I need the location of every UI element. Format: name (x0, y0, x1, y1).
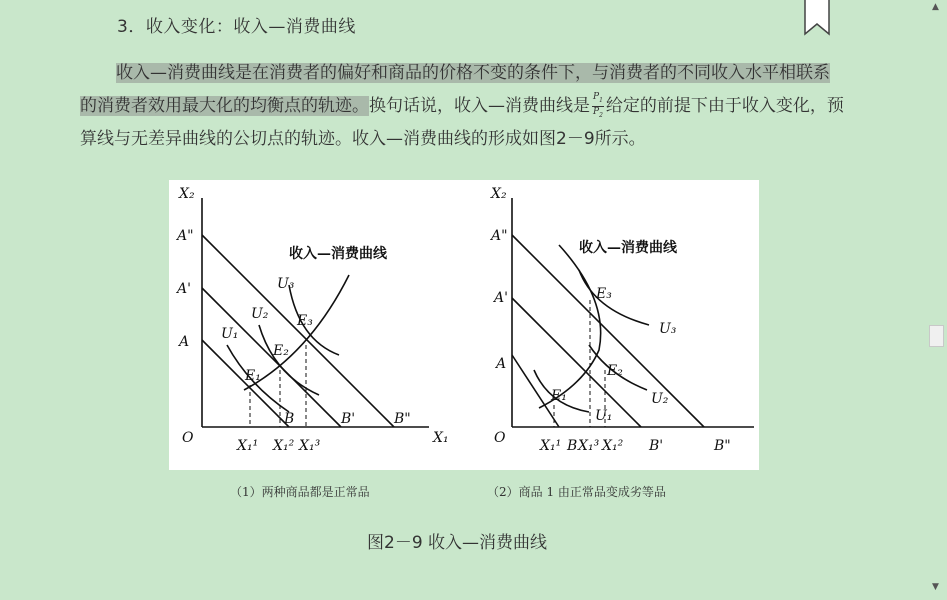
svg-text:B': B' (341, 411, 356, 427)
svg-text:A': A' (494, 290, 508, 306)
svg-text:X₁²: X₁² (273, 438, 295, 454)
right-income-consumption-curve (539, 245, 601, 408)
svg-text:U₃: U₃ (277, 276, 295, 292)
highlighted-text[interactable]: 收入—消费曲线是在消费者的偏好和商品的价格不变的条件下，与消费者的不同收入水平相联系的消费者效用最大化的均衡点的轨迹。 (80, 63, 830, 116)
svg-text:B: B (567, 438, 578, 454)
section-heading: 3．收入变化：收入—消费曲线 (117, 17, 356, 37)
svg-text:A: A (179, 334, 190, 350)
svg-text:E₂: E₂ (273, 343, 289, 359)
right-origin: O (494, 430, 506, 446)
svg-text:X₁¹: X₁¹ (540, 438, 562, 454)
right-panel-caption: （2）商品 1 由正常品变成劣等品 (487, 485, 666, 499)
svg-text:U₁: U₁ (595, 408, 613, 424)
left-y-axis-label: X₂ (179, 186, 195, 202)
svg-text:U₂: U₂ (651, 391, 669, 407)
left-budget-line-2 (202, 288, 341, 427)
svg-text:B": B" (714, 438, 731, 454)
left-panel-caption: （1）两种商品都是正常品 (230, 485, 370, 499)
svg-text:U₂: U₂ (251, 306, 269, 322)
svg-text:B: B (284, 411, 295, 427)
svg-text:X₁³: X₁³ (299, 438, 321, 454)
svg-text:X₁²: X₁² (602, 438, 624, 454)
svg-text:E₃: E₃ (596, 286, 612, 302)
scrollbar-thumb[interactable] (929, 325, 944, 347)
left-origin: O (182, 430, 194, 446)
bookmark-icon[interactable] (804, 0, 830, 36)
svg-text:U₁: U₁ (221, 326, 239, 342)
svg-text:X₁³: X₁³ (578, 438, 600, 454)
figure-title: 图2－9 收入—消费曲线 (367, 533, 548, 553)
right-y-axis-label: X₂ (491, 186, 507, 202)
scroll-up-icon[interactable]: ▲ (932, 2, 939, 12)
svg-text:U₃: U₃ (659, 321, 677, 337)
right-curve-label: 收入—消费曲线 (579, 240, 677, 256)
svg-text:B': B' (649, 438, 664, 454)
svg-text:A': A' (177, 281, 191, 297)
svg-text:X₁¹: X₁¹ (237, 438, 259, 454)
svg-text:A: A (496, 356, 507, 372)
body-paragraph: 收入—消费曲线是在消费者的偏好和商品的价格不变的条件下，与消费者的不同收入水平相联系的消费者效用最大化的均衡点的轨迹。换句话说，收入—消费曲线是 $\frac{P_1}{P_2}$ 给定的前提下由于收入变化，预算线与无差异曲线的公切点的轨迹。收入—消费曲线的形成如图2－9所示。 (80, 63, 844, 149)
scroll-down-icon[interactable]: ▼ (932, 582, 939, 592)
svg-text:E₂: E₂ (607, 363, 623, 379)
left-curve-label: 收入—消费曲线 (289, 246, 387, 262)
price-ratio-fraction: $\frac{P_1}{P_2}$ (593, 91, 603, 119)
svg-text:E₃: E₃ (297, 313, 313, 329)
vertical-scrollbar[interactable] (927, 0, 947, 600)
left-x-axis-label: X₁ (433, 430, 449, 446)
svg-text:A": A" (491, 228, 508, 244)
svg-text:A": A" (177, 228, 194, 244)
income-consumption-figure (169, 180, 759, 470)
svg-text:E₁: E₁ (245, 368, 261, 384)
svg-text:E₁: E₁ (551, 388, 567, 404)
svg-text:B": B" (394, 411, 411, 427)
